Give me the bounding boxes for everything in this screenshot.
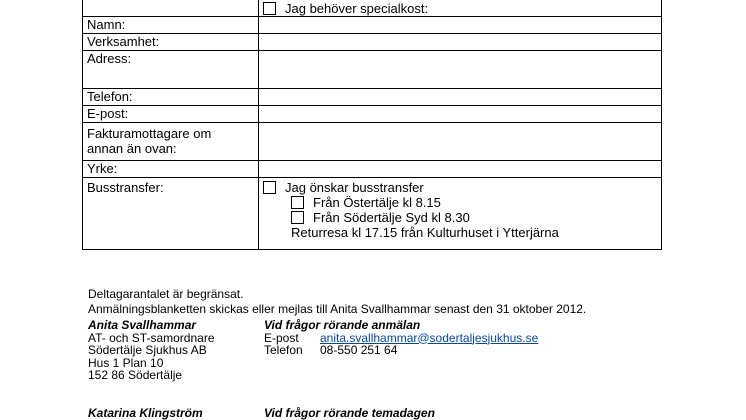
notes [88,287,586,317]
address-field[interactable] [259,51,662,89]
bus-sodertalje-option [263,210,657,225]
address-label: Adress: [83,51,259,89]
bus-cell [259,178,662,250]
limited-note: Deltagarantalet är begränsat. [88,287,244,301]
bus-label: Busstransfer: [83,178,259,250]
email-field[interactable] [259,106,662,123]
profession-label: Yrke: [83,161,259,178]
contact1-postal: 152 86 Södertälje [88,368,183,382]
contact2-name: Katarina Klingström [88,406,203,420]
invoice-label-line1: Fakturamottagare om [87,126,212,141]
diet-option-label: Jag behöver specialkost: [285,1,429,16]
bus-sodertalje-label: Från Södertälje Syd kl 8.30 [313,210,470,225]
profession-field[interactable] [259,161,662,178]
contacts [88,319,708,419]
contact1-phone: 08-550 251 64 [320,343,398,357]
contact1-address [88,319,264,382]
name-label: Namn: [83,17,259,34]
bus-want-checkbox[interactable] [263,181,276,194]
contact1-building: Hus 1 Plan 10 [88,355,164,370]
contact1-email-row [264,332,538,345]
diet-cell [259,0,662,17]
bus-return-note: Returresa kl 17.15 från Kulturhuset i Ytterjärna [291,225,559,240]
contact1-details [264,319,538,357]
business-label: Verksamhet: [83,34,259,51]
invoice-label-line2: annan än ovan: [87,141,177,156]
contact1-heading: Vid frågor rörande anmälan [264,318,421,332]
bus-sodertalje-checkbox[interactable] [291,211,304,224]
name-field[interactable] [259,17,662,34]
contact2-heading: Vid frågor rörande temadagen [264,406,435,420]
empty-label-cell [83,0,259,17]
registration-form [82,0,662,250]
contact1-phone-row [264,344,538,357]
bus-ostertalje-checkbox[interactable] [291,196,304,209]
bus-ostertalje-option [263,195,657,210]
bus-want-option [263,180,657,195]
business-field[interactable] [259,34,662,51]
contact1-name: Anita Svallhammar [88,318,197,332]
contact1-email-label: E-post [264,330,299,345]
registration-note: Anmälningsblanketten skickas eller mejlas till Anita Svallhammar senast den 31 oktober 2012. [88,302,587,316]
phone-field[interactable] [259,89,662,106]
bus-ostertalje-label: Från Östertälje kl 8.15 [313,195,441,210]
email-label: E-post: [83,106,259,123]
bus-want-label: Jag önskar busstransfer [285,180,424,195]
contact1-email-link[interactable]: anita.svallhammar@sodertaljesjukhus.se [320,330,539,345]
invoice-field[interactable] [259,123,662,161]
contact1-phone-label: Telefon [264,343,303,357]
invoice-label [83,123,259,161]
phone-label: Telefon: [83,89,259,106]
contact1-role: AT- och ST-samordnare [88,330,215,345]
contact1-org: Södertälje Sjukhus AB [88,343,207,357]
diet-checkbox[interactable] [263,2,276,15]
